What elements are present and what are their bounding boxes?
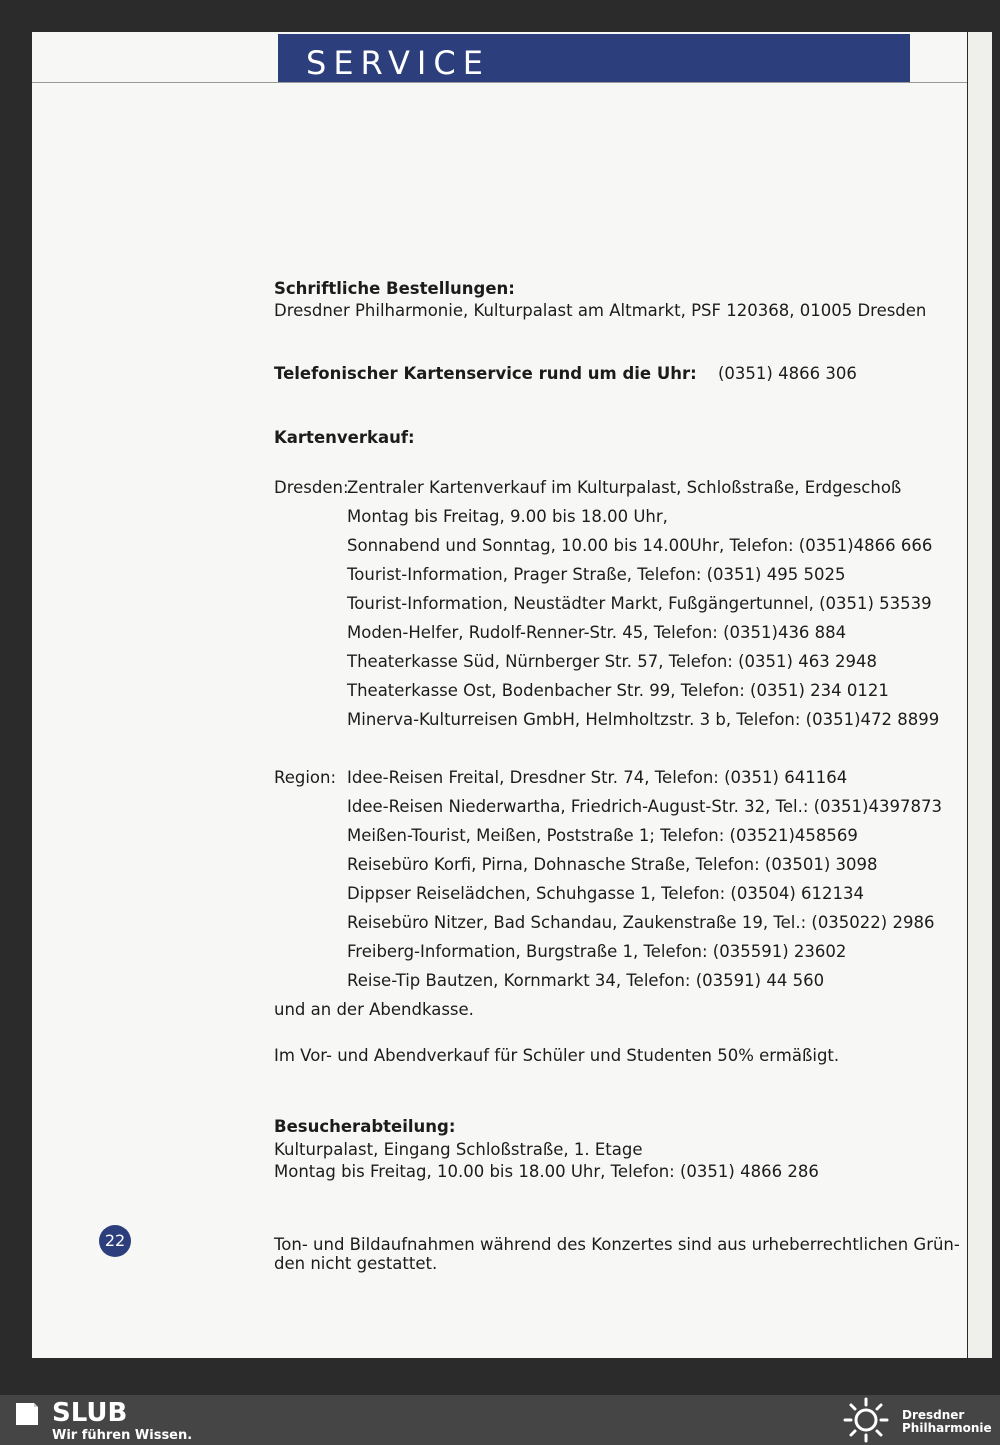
orchestra-name <box>902 1409 992 1435</box>
dresden-line: Moden-Helfer, Rudolf-Renner-Str. 45, Telefon: (0351)436 884 <box>347 623 847 642</box>
header-rule <box>32 82 967 83</box>
region-line: Idee-Reisen Freital, Dresdner Str. 74, Telefon: (0351) 641164 <box>347 768 848 787</box>
orchestra-name-line2: Philharmonie <box>902 1421 992 1435</box>
dresden-line: Tourist-Information, Prager Straße, Telefon: (0351) 495 5025 <box>347 565 846 584</box>
written-orders-heading: Schriftliche Bestellungen: <box>274 279 515 298</box>
recording-notice-line: Ton- und Bildaufnahmen während des Konzertes sind aus urheberrechtlichen Grün- <box>274 1235 960 1254</box>
phone-service-number: (0351) 4866 306 <box>718 364 857 383</box>
region-line: Idee-Reisen Niederwartha, Friedrich-August-Str. 32, Tel.: (0351)4397873 <box>347 797 942 816</box>
visitor-department-heading: Besucherabteilung: <box>274 1117 456 1136</box>
dresden-line: Minerva-Kulturreisen GmbH, Helmholtzstr. 3 b, Telefon: (0351)472 8899 <box>347 710 940 729</box>
region-line: Reise-Tip Bautzen, Kornmarkt 34, Telefon: (03591) 44 560 <box>347 971 825 990</box>
dresden-line: Tourist-Information, Neustädter Markt, Fußgängertunnel, (0351) 53539 <box>347 594 932 613</box>
dresden-label: Dresden: <box>274 478 349 497</box>
page-number: 22 <box>99 1225 131 1257</box>
facing-page-edge <box>968 32 992 1358</box>
section-banner: SERVICE <box>278 34 910 82</box>
dresden-line: Montag bis Freitag, 9.00 bis 18.00 Uhr, <box>347 507 668 526</box>
region-line: Reisebüro Korfi, Pirna, Dohnasche Straße, Telefon: (03501) 3098 <box>347 855 878 874</box>
dresden-line: Theaterkasse Ost, Bodenbacher Str. 99, Telefon: (0351) 234 0121 <box>347 681 889 700</box>
visitor-department-location: Kulturpalast, Eingang Schloßstraße, 1. Etage <box>274 1140 643 1159</box>
region-line: Freiberg-Information, Burgstraße 1, Telefon: (035591) 23602 <box>347 942 847 961</box>
dresden-line: Zentraler Kartenverkauf im Kulturpalast, Schloßstraße, Erdgeschoß <box>347 478 902 497</box>
region-label: Region: <box>274 768 337 787</box>
slub-logo-icon <box>14 1401 40 1427</box>
region-line: Meißen-Tourist, Meißen, Poststraße 1; Telefon: (03521)458569 <box>347 826 858 845</box>
library-name[interactable]: SLUB <box>52 1398 128 1428</box>
ticket-sales-heading: Kartenverkauf: <box>274 428 415 447</box>
orchestra-name-line1: Dresdner <box>902 1408 965 1422</box>
box-office-note: und an der Abendkasse. <box>274 1000 474 1019</box>
phone-service-heading: Telefonischer Kartenservice rund um die Uhr: <box>274 364 697 383</box>
dresden-line: Sonnabend und Sonntag, 10.00 bis 14.00Uhr, Telefon: (0351)4866 666 <box>347 536 933 555</box>
dresden-line: Theaterkasse Süd, Nürnberger Str. 57, Telefon: (0351) 463 2948 <box>347 652 877 671</box>
written-orders-address: Dresdner Philharmonie, Kulturpalast am Altmarkt, PSF 120368, 01005 Dresden <box>274 301 927 320</box>
orchestra-logo-icon <box>842 1397 890 1443</box>
library-tagline: Wir führen Wissen. <box>52 1428 193 1443</box>
region-line: Dippser Reiselädchen, Schuhgasse 1, Telefon: (03504) 612134 <box>347 884 865 903</box>
discount-note: Im Vor- und Abendverkauf für Schüler und Studenten 50% ermäßigt. <box>274 1046 840 1065</box>
recording-notice-line: den nicht gestattet. <box>274 1254 438 1273</box>
visitor-department-hours: Montag bis Freitag, 10.00 bis 18.00 Uhr, Telefon: (0351) 4866 286 <box>274 1162 819 1181</box>
region-line: Reisebüro Nitzer, Bad Schandau, Zaukenstraße 19, Tel.: (035022) 2986 <box>347 913 935 932</box>
